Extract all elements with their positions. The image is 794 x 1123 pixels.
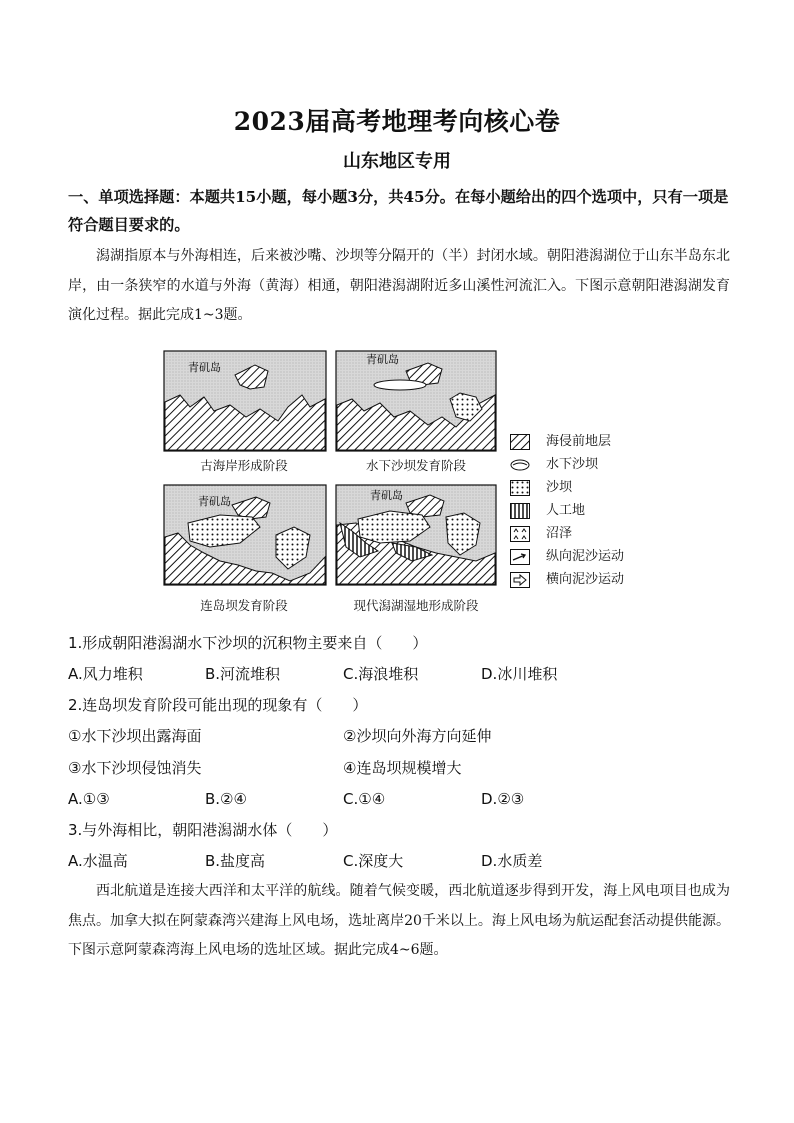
legend-item: 纵向泥沙运动 xyxy=(510,549,650,567)
q2-option-c[interactable]: C.①④ xyxy=(343,790,386,808)
legend-item: 横向泥沙运动 xyxy=(510,572,650,590)
caption-panel-4: 现代潟湖湿地形成阶段 xyxy=(353,598,479,613)
question-1-stem: 1.形成朝阳港潟湖水下沙坝的沉积物主要来自（ ） xyxy=(68,634,428,652)
legend-item: 沼泽 xyxy=(510,526,650,544)
exam-subtitle: 山东地区专用 xyxy=(343,151,451,172)
q3-option-c[interactable]: C.深度大 xyxy=(343,852,404,870)
q1-option-d[interactable]: D.冰川堆积 xyxy=(481,665,558,683)
dotted-sand-icon xyxy=(510,480,530,496)
q1-option-a[interactable]: A.风力堆积 xyxy=(68,665,143,683)
longitudinal-arrow-icon xyxy=(510,549,530,565)
q1-option-b[interactable]: B.河流堆积 xyxy=(205,665,281,683)
marsh-icon xyxy=(510,526,530,542)
panel-ancient-coast xyxy=(164,351,326,451)
legend-item: 沙坝 xyxy=(510,480,650,498)
legend-item: 人工地 xyxy=(510,503,650,521)
q2-option-a[interactable]: A.①③ xyxy=(68,790,110,808)
legend-item: 海侵前地层 xyxy=(510,434,650,452)
vertical-hatch-icon xyxy=(510,503,530,519)
q2-option-d[interactable]: D.②③ xyxy=(481,790,525,808)
q2-statement-3: ③水下沙坝侵蚀消失 xyxy=(68,759,202,777)
panel-underwater-bar xyxy=(336,351,496,451)
panel-modern-wetland xyxy=(336,485,496,585)
q1-option-c[interactable]: C.海浪堆积 xyxy=(343,665,419,683)
transverse-arrow-icon xyxy=(510,572,530,588)
caption-panel-1: 古海岸形成阶段 xyxy=(200,458,288,473)
caption-panel-2: 水下沙坝发育阶段 xyxy=(365,458,466,473)
legend-item: 水下沙坝 xyxy=(510,457,650,475)
q2-statement-4: ④连岛坝规模增大 xyxy=(343,759,462,777)
underwater-bar-icon xyxy=(510,457,530,473)
q3-option-a[interactable]: A.水温高 xyxy=(68,852,128,870)
island-label-4: 青矶岛 xyxy=(370,489,403,502)
passage-2: 西北航道是连接大西洋和太平洋的航线。随着气候变暖，西北航道逐步得到开发，海上风电项目也成为焦点。加拿大拟在阿蒙森湾兴建海上风电场，选址离岸20千米以上。海上风电场为航运配套活动提供能源。下图示意阿蒙森湾海上风电场的选址区域。据此完成4~6题。 xyxy=(68,883,730,958)
island-label-2: 青矶岛 xyxy=(366,353,399,366)
q3-option-b[interactable]: B.盐度高 xyxy=(205,852,266,870)
passage-1: 潟湖指原本与外海相连，后来被沙嘴、沙坝等分隔开的（半）封闭水域。朝阳港潟湖位于山东半岛东北岸，由一条狭窄的水道与外海（黄海）相通，朝阳港潟湖附近多山溪性河流汇入。下图示意朝阳港潟湖发育演化过程。据此完成1~3题。 xyxy=(68,248,730,323)
diagonal-hatch-icon xyxy=(510,434,530,450)
island-label-1: 青矶岛 xyxy=(188,361,221,374)
caption-panel-3: 连岛坝发育阶段 xyxy=(200,598,288,613)
q2-statement-2: ②沙坝向外海方向延伸 xyxy=(343,727,492,745)
island-label-3: 青矶岛 xyxy=(198,495,231,508)
q2-option-b[interactable]: B.②④ xyxy=(205,790,247,808)
exam-title: 2023届高考地理考向核心卷 xyxy=(233,107,561,136)
question-3-stem: 3.与外海相比，朝阳港潟湖水体（ ） xyxy=(68,821,338,839)
section-heading: 一、单项选择题：本题共15小题，每小题3分，共45分。在每小题给出的四个选项中，只有一项是符合题目要求的。 xyxy=(68,188,729,234)
q3-option-d[interactable]: D.水质差 xyxy=(481,852,543,870)
q2-statement-1: ①水下沙坝出露海面 xyxy=(68,727,202,745)
question-2-stem: 2.连岛坝发育阶段可能出现的现象有（ ） xyxy=(68,696,368,714)
